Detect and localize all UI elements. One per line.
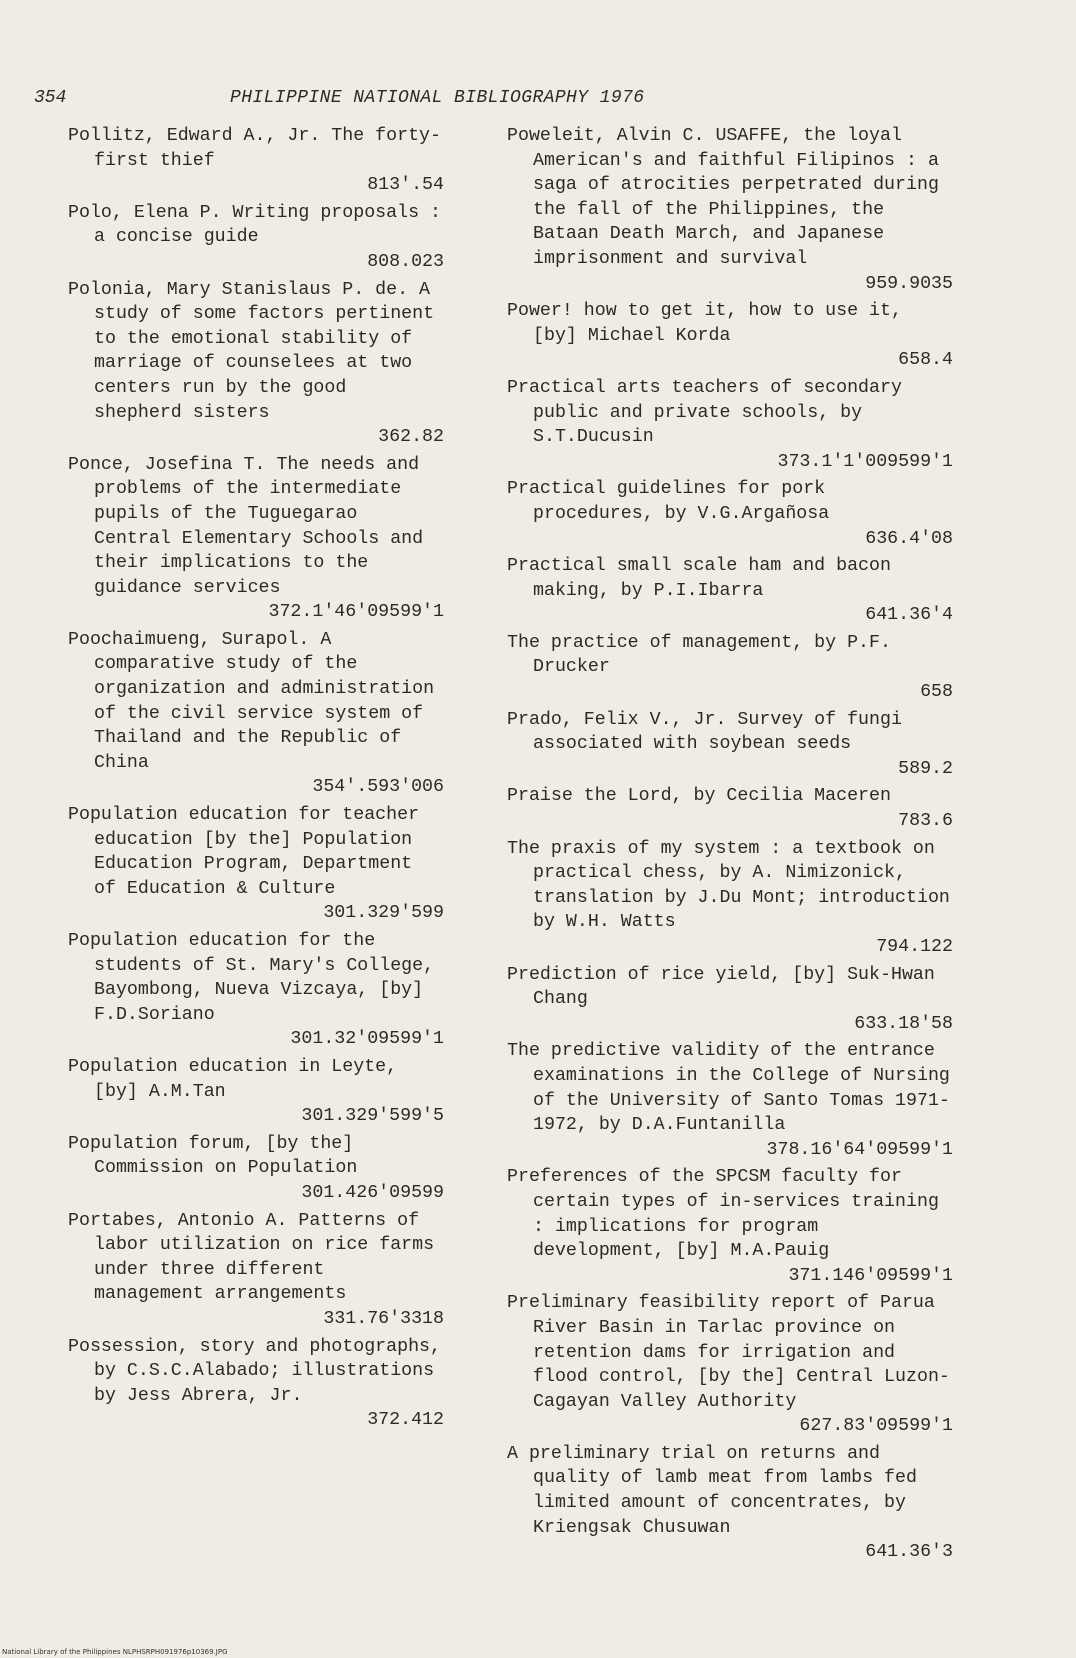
entry-title: Pollitz, Edward A., Jr. The forty-first thief — [68, 126, 441, 171]
classification-number: 301.32'09599'1 — [290, 1029, 444, 1050]
classification-number: 959.9035 — [865, 273, 953, 294]
bibliography-entry — [68, 1132, 444, 1206]
entry-title: Praise the Lord, by Cecilia Maceren — [507, 786, 891, 807]
classification-number: 301.329'599'5 — [301, 1106, 444, 1127]
bibliography-entry — [507, 1442, 953, 1565]
bibliography-entry — [507, 477, 953, 551]
entry-title: Possession, story and photographs, by C.S.C.Alabado; illustrations by Jess Abrera, Jr. — [68, 1336, 441, 1406]
bibliography-entry — [68, 1209, 444, 1332]
bibliography-entry — [507, 708, 953, 782]
classification-number: 636.4'08 — [865, 528, 953, 549]
bibliography-entry — [507, 631, 953, 705]
entry-title: Population education in Leyte, [by] A.M.Tan — [68, 1056, 398, 1102]
classification-number: 372.1'46'09599'1 — [268, 602, 444, 623]
classification-number: 813'.54 — [367, 175, 444, 196]
classification-number: 794.122 — [876, 937, 953, 957]
entry-title: Prediction of rice yield, [by] Suk-Hwan Chang — [507, 964, 935, 1010]
bibliography-entry — [68, 1335, 444, 1433]
bibliography-entry — [68, 453, 444, 625]
classification-number: 331.76'3318 — [323, 1308, 444, 1329]
classification-number: 371.146'09599'1 — [788, 1265, 953, 1286]
bibliography-entry — [68, 628, 444, 800]
classification-number: 589.2 — [898, 758, 953, 779]
entry-title: The predictive validity of the entrance examinations in the College of Nursing of the University of Santo Tomas 1971-1972, by D.A.Funtanilla — [507, 1041, 950, 1136]
entry-title: Poweleit, Alvin C. USAFFE, the loyal American's and faithful Filipinos : a saga of atrocities perpetrated during the fall of the Philippines, the Bataan Death March, and Japanese imprisonment and survival — [507, 126, 939, 269]
classification-number: 378.16'64'09599'1 — [766, 1139, 953, 1160]
classification-number: 641.36'4 — [865, 605, 953, 626]
bibliography-entry — [507, 299, 953, 373]
entry-title: Polo, Elena P. Writing proposals : a concise guide — [68, 202, 441, 248]
entry-title: Population forum, [by the] Commission on Population — [68, 1133, 358, 1179]
bibliography-entry — [68, 124, 444, 198]
entry-title: Preliminary feasibility report of Parua River Basin in Tarlac province on retention dams for irrigation and flood control, [by the] Central Luzon-Cagayan Valley Authority — [507, 1293, 950, 1412]
running-head-title: PHILIPPINE NATIONAL BIBLIOGRAPHY 1976 — [230, 88, 645, 108]
classification-number: 783.6 — [898, 811, 953, 832]
classification-number: 658.4 — [898, 350, 953, 371]
classification-number: 373.1'1'009599'1 — [777, 451, 953, 472]
classification-number: 362.82 — [378, 427, 444, 448]
left-column — [68, 124, 444, 1436]
bibliography-entry — [68, 929, 444, 1052]
classification-number: 641.36'3 — [865, 1542, 953, 1563]
bibliography-entry — [68, 278, 444, 450]
bibliography-entry — [68, 1055, 444, 1129]
classification-number: 301.426'09599 — [301, 1182, 444, 1203]
bibliography-entry — [507, 784, 953, 833]
page-number: 354 — [34, 88, 67, 108]
bibliography-entry — [507, 1039, 953, 1162]
entry-title: Polonia, Mary Stanislaus P. de. A study of some factors pertinent to the emotional stability of marriage of counselees at two centers run by the good shepherd sisters — [68, 279, 435, 423]
bibliography-entry — [68, 803, 444, 926]
entry-title: Population education for teacher education [by the] Population Education Program, Department of Education & Culture — [68, 805, 420, 899]
entry-title: Poochaimueng, Surapol. A comparative study of the organization and administration of the civil service system of Thailand and the Republic of China — [68, 629, 435, 773]
entry-title: The praxis of my system : a textbook on practical chess, by A. Nimizonick, translation by J.Du Mont; introduction by W.H. Watts — [507, 838, 950, 933]
bibliography-entry — [507, 1165, 953, 1288]
bibliography-entry — [507, 1291, 953, 1439]
bibliography-entry — [507, 837, 953, 960]
classification-number: 808.023 — [367, 251, 444, 272]
entry-title: Population education for the students of St. Mary's College, Bayombong, Nueva Vizcaya, [by] F.D.Soriano — [68, 931, 435, 1025]
entry-title: Prado, Felix V., Jr. Survey of fungi associated with soybean seeds — [507, 709, 902, 755]
classification-number: 627.83'09599'1 — [799, 1416, 953, 1437]
entry-title: The practice of management, by P.F. Drucker — [507, 632, 891, 678]
bibliography-entry — [507, 554, 953, 628]
bibliography-entry — [507, 124, 953, 296]
right-column — [507, 124, 953, 1568]
scan-footer: National Library of the Philippines NLPHSRPH091976p10369.JPG — [2, 1648, 228, 1656]
bibliography-entry — [507, 963, 953, 1037]
classification-number: 372.412 — [367, 1410, 444, 1431]
entry-title: Practical guidelines for pork procedures, by V.G.Argañosa — [507, 479, 830, 524]
classification-number: 354'.593'006 — [312, 777, 444, 798]
classification-number: 633.18'58 — [854, 1013, 953, 1034]
entry-title: Practical small scale ham and bacon making, by P.I.Ibarra — [507, 556, 891, 601]
entry-title: Portabes, Antonio A. Patterns of labor utilization on rice farms under three different management arrangements — [68, 1210, 435, 1305]
entry-title: Practical arts teachers of secondary public and private schools, by S.T.Ducusin — [507, 377, 902, 448]
classification-number: 301.329'599 — [323, 903, 444, 924]
bibliography-entry — [68, 201, 444, 275]
bibliography-entry — [507, 376, 953, 474]
classification-number: 658 — [920, 682, 953, 703]
entry-title: Power! how to get it, how to use it, [by] Michael Korda — [507, 301, 902, 346]
entry-title: A preliminary trial on returns and quality of lamb meat from lambs fed limited amount of concentrates, by Kriengsak Chusuwan — [507, 1443, 917, 1538]
entry-title: Ponce, Josefina T. The needs and problems of the intermediate pupils of the Tuguegarao Central Elementary Schools and their implications to the guidance services — [68, 454, 424, 598]
entry-title: Preferences of the SPCSM faculty for certain types of in-services training : implications for program development, [by] M.A.Pauig — [507, 1167, 939, 1262]
